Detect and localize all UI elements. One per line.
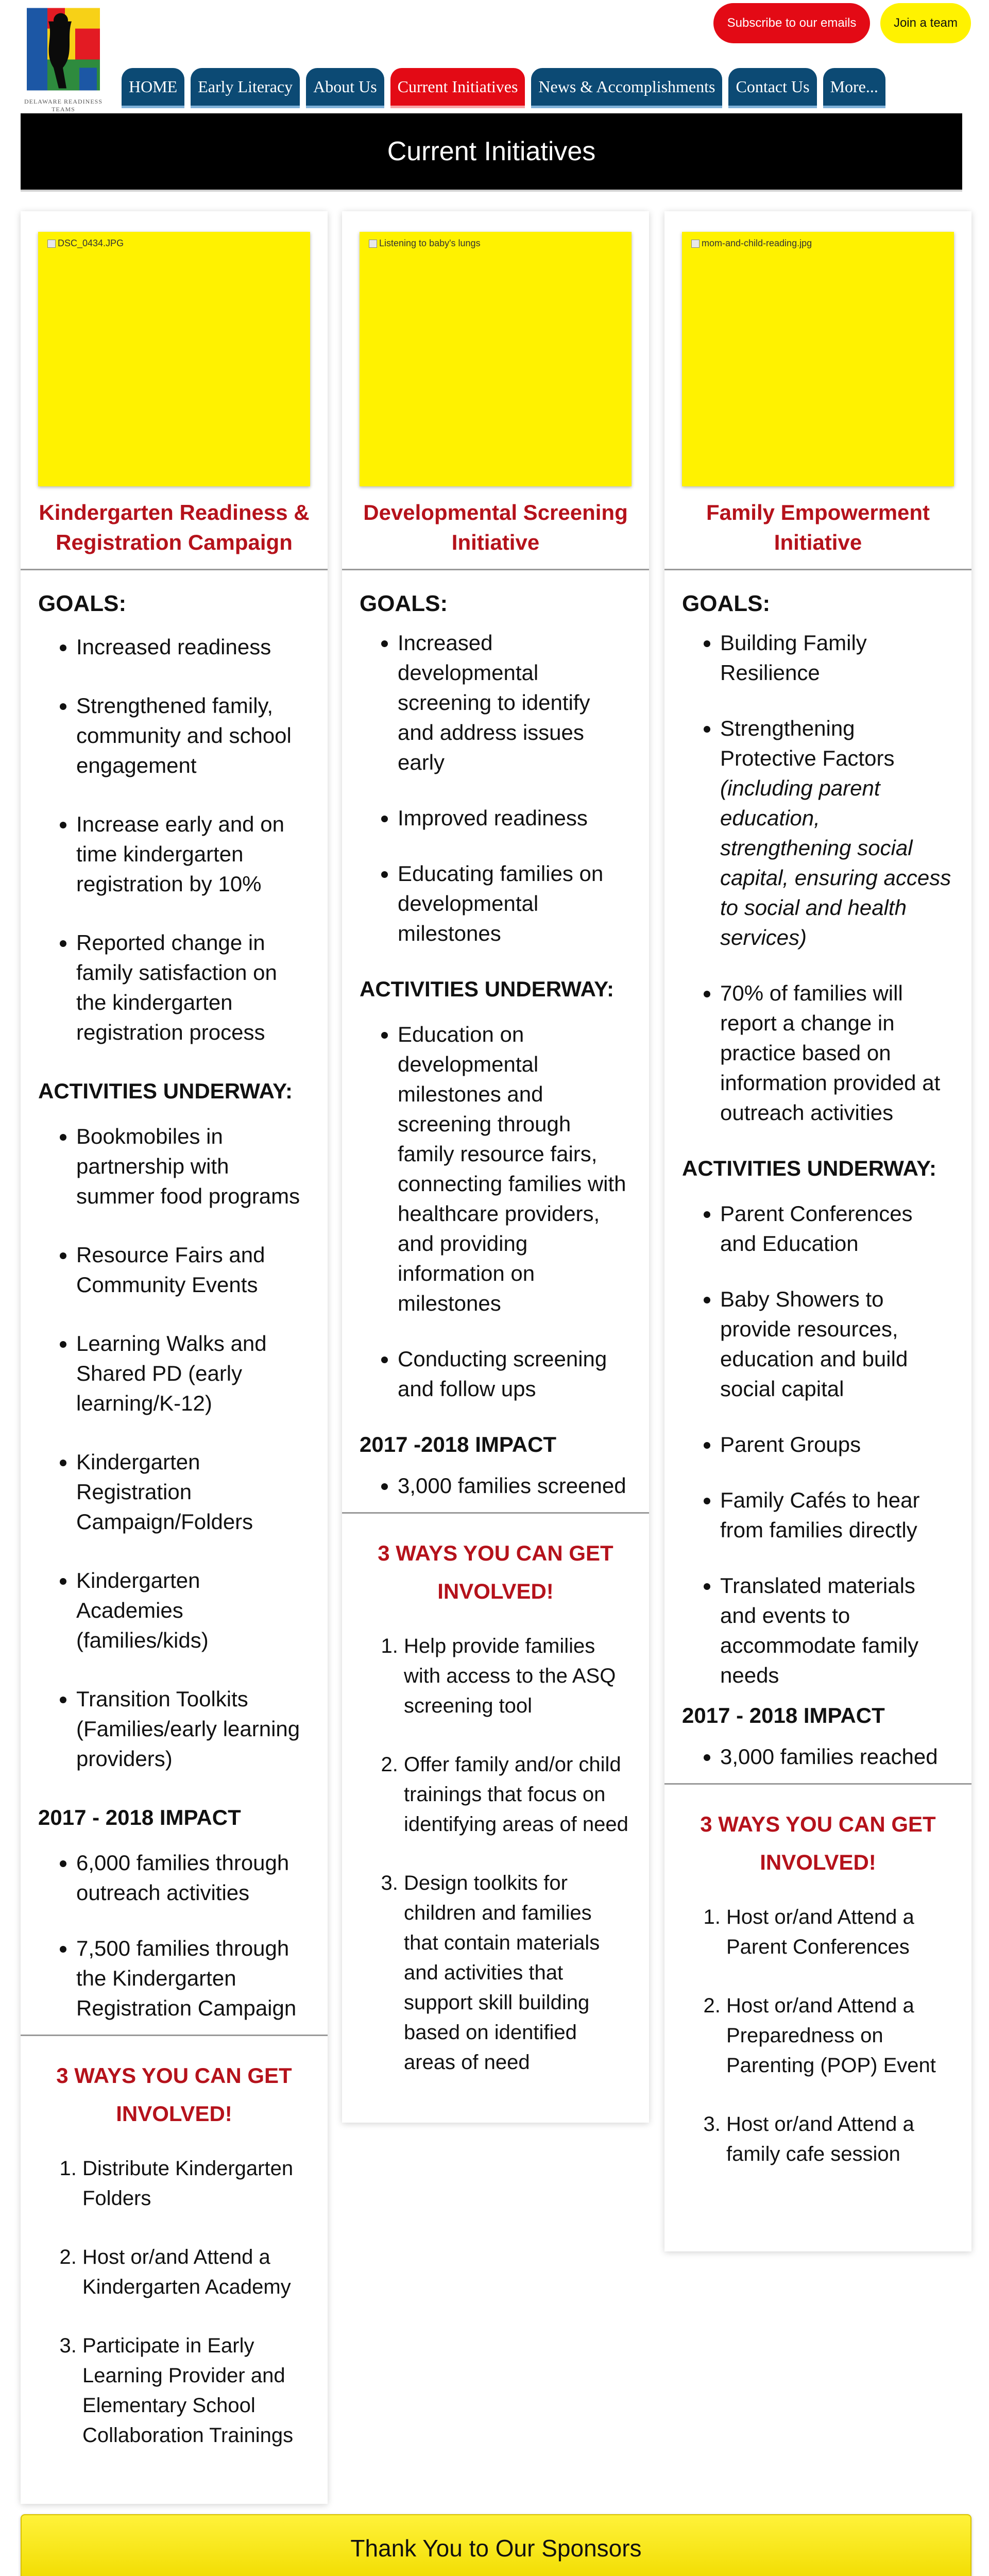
list-item: • Kindergarten Academies (families/kids) — [76, 1566, 310, 1655]
initiative-image — [38, 232, 310, 486]
list-item: • Educating families on developmental milestones — [398, 859, 632, 948]
nav-item-news-accomplishments[interactable]: News & Accomplishments — [531, 68, 722, 108]
main-nav — [122, 68, 885, 108]
activities-list — [38, 1122, 310, 1774]
list-item — [720, 714, 954, 953]
goals-list — [360, 628, 632, 948]
list-item: 3. Host or/and Attend a family cafe session — [726, 2109, 954, 2169]
list-item: • Baby Showers to provide resources, education and build social capital — [720, 1284, 954, 1404]
impact-list — [38, 1848, 310, 2023]
list-item: 1. Distribute Kindergarten Folders — [82, 2154, 310, 2213]
initiative-card-developmental-screening — [342, 211, 649, 2123]
initiative-image — [360, 232, 632, 486]
image-alt-text: DSC_0434.JPG — [58, 238, 124, 248]
list-item: • Kindergarten Registration Campaign/Folders — [76, 1447, 310, 1537]
divider — [21, 569, 328, 570]
impact-heading: 2017 - 2018 IMPACT — [682, 1703, 885, 1727]
nav-item-home[interactable]: HOME — [122, 68, 184, 108]
list-item: • Parent Conferences and Education — [720, 1199, 954, 1259]
list-item: 1. Host or/and Attend a Parent Conferences — [726, 1902, 954, 1962]
initiative-image — [682, 232, 954, 486]
list-item: 3. Participate in Early Learning Provider and Elementary School Collaboration Trainings — [82, 2331, 310, 2450]
list-item: 2. Host or/and Attend a Preparedness on Parenting (POP) Event — [726, 1991, 954, 2080]
image-alt-text: Listening to baby's lungs — [379, 238, 481, 248]
list-item: • Conducting screening and follow ups — [398, 1344, 632, 1404]
image-alt-text: mom-and-child-reading.jpg — [702, 238, 812, 248]
initiative-card-kindergarten — [21, 211, 328, 2504]
goal-text: 70% of families will report a change in practice based on information provided at outreach activities — [720, 981, 941, 1125]
list-item: • Increased developmental screening to identify and address issues early — [398, 628, 632, 777]
nav-item-early-literacy[interactable]: Early Literacy — [191, 68, 300, 108]
initiative-title: Family Empowerment Initiative — [706, 500, 930, 554]
list-item: • Family Cafés to hear from families directly — [720, 1485, 954, 1545]
goals-heading: GOALS: — [682, 591, 771, 616]
divider — [342, 1512, 649, 1514]
goals-list — [38, 632, 310, 1047]
goal-text: Building Family Resilience — [720, 631, 867, 685]
divider — [664, 569, 971, 570]
nav-item-contact-us[interactable]: Contact Us — [728, 68, 816, 108]
list-item: 2. Offer family and/or child trainings that focus on identifying areas of need — [404, 1750, 632, 1839]
broken-image-icon — [691, 240, 700, 248]
list-item: • Parent Groups — [720, 1430, 954, 1460]
list-item: • Increased readiness — [76, 632, 310, 662]
divider — [21, 2035, 328, 2036]
get-involved-heading: 3 WAYS YOU CAN GET INVOLVED! — [700, 1812, 936, 1874]
list-item — [720, 628, 954, 688]
goals-heading: GOALS: — [38, 591, 127, 616]
list-item: • Reported change in family satisfaction on the kindergarten registration process — [76, 928, 310, 1047]
nav-item-current-initiatives[interactable]: Current Initiatives — [390, 68, 525, 108]
broken-image-icon — [369, 240, 377, 248]
subscribe-button[interactable]: Subscribe to our emails — [713, 3, 870, 43]
get-involved-heading: 3 WAYS YOU CAN GET INVOLVED! — [378, 1541, 613, 1603]
list-item: • 7,500 families through the Kindergarten Registration Campaign — [76, 1934, 310, 2023]
list-item: • Resource Fairs and Community Events — [76, 1240, 310, 1300]
list-item: • Improved readiness — [398, 803, 632, 833]
impact-list — [360, 1471, 632, 1501]
initiative-title: Developmental Screening Initiative — [363, 500, 628, 554]
page-title-banner: Current Initiatives — [21, 113, 962, 192]
activities-heading: ACTIVITIES UNDERWAY: — [360, 977, 614, 1001]
list-item: • Education on developmental milestones and screening through family resource fairs, connecting families with healthcare providers, and providing information on milestones — [398, 1020, 632, 1318]
activities-list — [682, 1199, 954, 1690]
get-involved-list — [38, 2154, 310, 2450]
list-item: 1. Help provide families with access to the ASQ screening tool — [404, 1631, 632, 1721]
delaware-readiness-teams-logo[interactable] — [18, 2, 109, 108]
sponsors-heading: Thank You to Our Sponsors — [21, 2514, 971, 2576]
nav-item-about-us[interactable]: About Us — [306, 68, 384, 108]
initiative-title: Kindergarten Readiness & Registration Campaign — [39, 500, 310, 554]
goals-list — [682, 628, 954, 1128]
impact-heading: 2017 - 2018 IMPACT — [38, 1805, 241, 1829]
divider — [664, 1783, 971, 1785]
activities-list — [360, 1020, 632, 1404]
list-item: 2. Host or/and Attend a Kindergarten Academy — [82, 2242, 310, 2302]
divider — [342, 569, 649, 570]
get-involved-list — [360, 1631, 632, 2077]
goal-note: (including parent education, strengthening social capital, ensuring access to social and health services) — [720, 776, 951, 950]
list-item: • 6,000 families through outreach activities — [76, 1848, 310, 1908]
list-item: 3. Design toolkits for children and families that contain materials and activities that support skill building based on identified areas of need — [404, 1868, 632, 2077]
list-item: • Strengthened family, community and school engagement — [76, 691, 310, 781]
join-team-button[interactable]: Join a team — [880, 3, 971, 43]
list-item: • Translated materials and events to accommodate family needs — [720, 1571, 954, 1690]
logo-text: DELAWARE READINESS TEAMS — [24, 98, 103, 113]
list-item: • Transition Toolkits (Families/early learning providers) — [76, 1684, 310, 1774]
goal-text: Strengthening Protective Factors — [720, 716, 895, 770]
activities-heading: ACTIVITIES UNDERWAY: — [38, 1079, 293, 1103]
list-item: • Learning Walks and Shared PD (early learning/K-12) — [76, 1329, 310, 1418]
list-item: • 3,000 families reached — [720, 1742, 954, 1772]
goals-heading: GOALS: — [360, 591, 448, 616]
list-item — [720, 978, 954, 1128]
get-involved-list — [682, 1902, 954, 2169]
list-item: • Bookmobiles in partnership with summer food programs — [76, 1122, 310, 1211]
broken-image-icon — [47, 240, 56, 248]
initiative-card-family-empowerment — [664, 211, 971, 2251]
list-item: • 3,000 families screened — [398, 1471, 632, 1501]
activities-heading: ACTIVITIES UNDERWAY: — [682, 1156, 936, 1180]
impact-heading: 2017 -2018 IMPACT — [360, 1432, 557, 1456]
list-item: • Increase early and on time kindergarten registration by 10% — [76, 809, 310, 899]
nav-item-more[interactable]: More... — [823, 68, 885, 108]
get-involved-heading: 3 WAYS YOU CAN GET INVOLVED! — [56, 2063, 292, 2126]
impact-list — [682, 1742, 954, 1772]
